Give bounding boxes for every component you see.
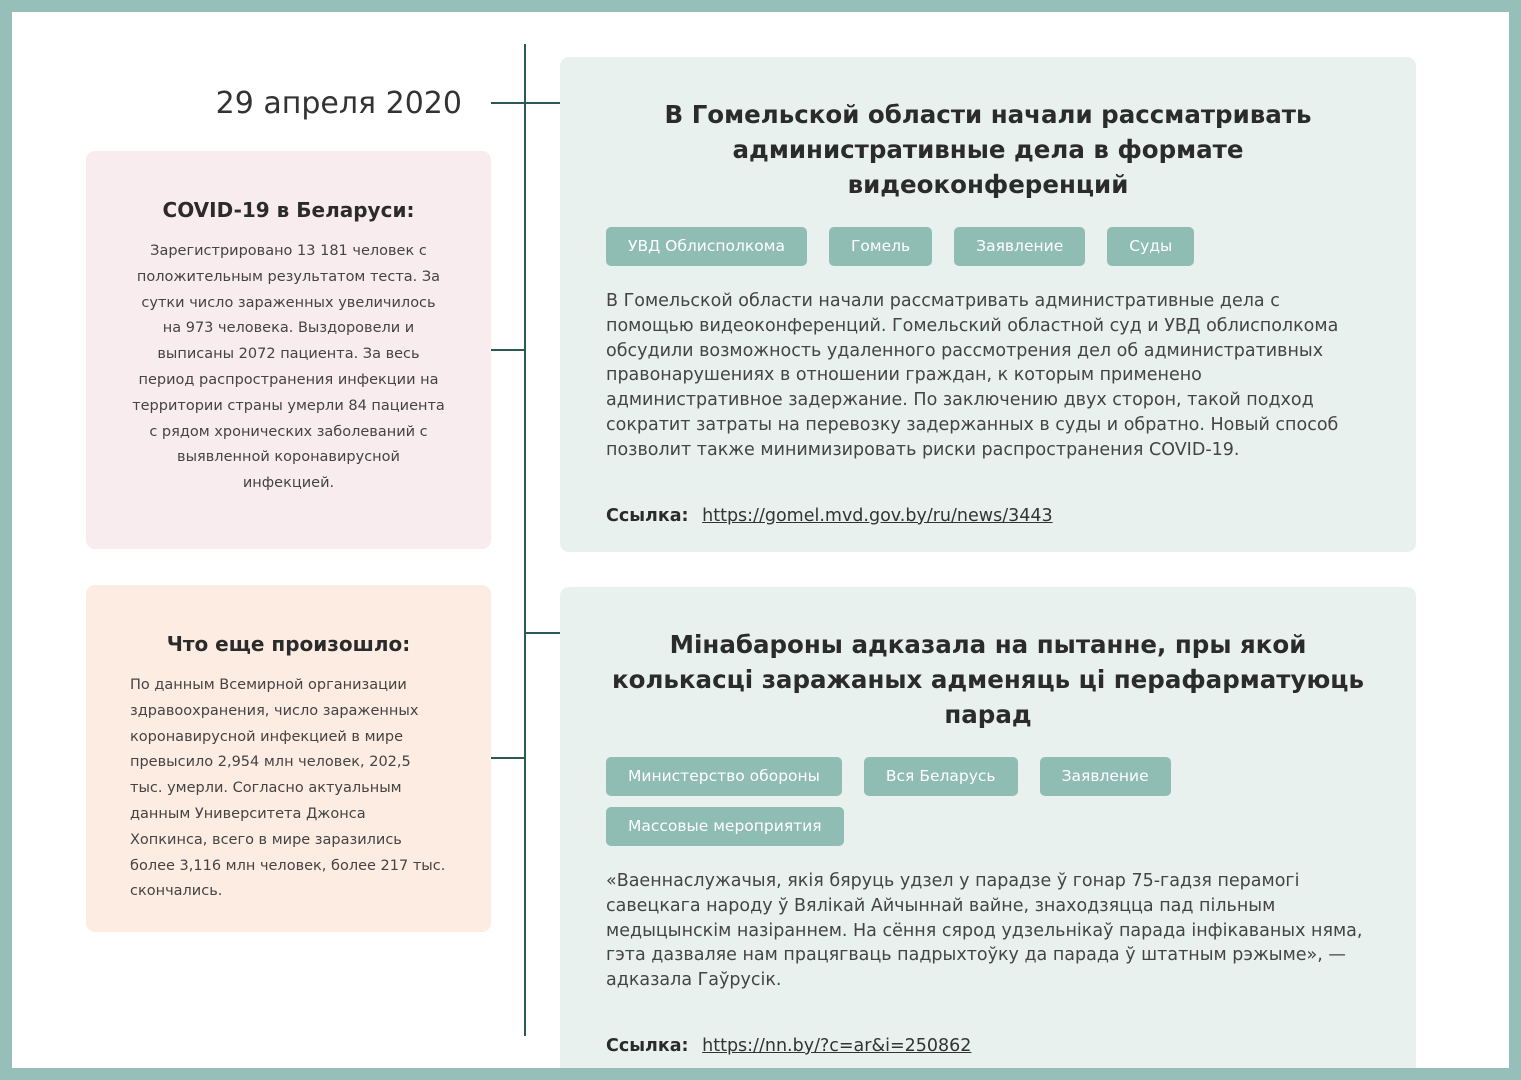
link-label: Ссылка: bbox=[606, 1035, 689, 1056]
timeline-tick-covid bbox=[491, 349, 525, 351]
timeline-tick-news-2 bbox=[525, 632, 560, 634]
other-card-title: Что еще произошло: bbox=[166, 632, 411, 656]
timeline-frame bbox=[12, 12, 1509, 1068]
news-body: В Гомельской области начали рассматривать административные дела с помощью видеоконференций. Гомельский областной суд и УВД облисполкома обсудили возможность удаленного рассмотрения дел об административных правонарушениях в отношении граждан, к которым применено административное задержание. По заключению двух сторон, такой подход сократит затраты на перевозку задержанных в суды и обратно. Новый способ позволит также минимизировать риски распространения COVID-19. bbox=[606, 291, 1339, 460]
news-source-link[interactable]: https://nn.by/?c=ar&i=250862 bbox=[702, 1035, 972, 1056]
news-tags bbox=[606, 227, 1370, 266]
timeline-line bbox=[524, 44, 526, 1036]
news-title: В Гомельской области начали рассматривать административные дела в формате видеоконференций bbox=[664, 100, 1312, 199]
news-link-row bbox=[606, 1033, 1370, 1059]
news-card bbox=[560, 587, 1416, 1068]
timeline-tick-other bbox=[491, 757, 525, 759]
covid-card-title: COVID-19 в Беларуси: bbox=[162, 198, 415, 222]
news-tag[interactable]: Гомель bbox=[829, 227, 932, 266]
news-tag[interactable]: Министерство обороны bbox=[606, 757, 842, 796]
other-card-text: По данным Всемирной организации здравоохранения, число зараженных коронавирусной инфекцией в мире превысило 2,954 млн человек, 202,5 тыс. умерли. Согласно актуальным данным Университета Джонса Хопкинса, всего в мире заразились более 3,116 млн человек, более 217 тыс. скончались. bbox=[130, 677, 446, 900]
other-events-card bbox=[86, 585, 491, 932]
covid-stats-card bbox=[86, 151, 491, 549]
news-tags bbox=[606, 757, 1370, 846]
news-source-link[interactable]: https://gomel.mvd.gov.by/ru/news/3443 bbox=[702, 505, 1053, 526]
news-title: Мінабароны адказала на пытанне, пры якой колькасці заражаных адменяць ці перафарматуюць парад bbox=[612, 630, 1364, 729]
covid-card-text: Зарегистрировано 13 181 человек с положительным результатом теста. За сутки число зараженных увеличилось на 973 человека. Выздоровели и выписаны 2072 пациента. За весь период распространения инфекции на территории страны умерли 84 пациента с рядом хронических заболеваний с выявленной коронавирусной инфекцией. bbox=[132, 243, 445, 492]
news-card bbox=[560, 57, 1416, 552]
timeline-date: 29 апреля 2020 bbox=[215, 86, 462, 121]
news-tag[interactable]: УВД Облисполкома bbox=[606, 227, 807, 266]
news-body: «Ваеннаслужачыя, якія бяруць удзел у парадзе ў гонар 75-гадзя перамогі савецкага народу ў Вялікай Айчыннай вайне, знаходзяцца пад пільным медыцынскім назіраннем. На сёння сярод удзельнікаў парада інфікаваных няма, гэта дазваляе нам працягваць падрыхтоўку да парада ў штатным рэжыме», — адказала Гаўрусік. bbox=[606, 871, 1363, 991]
news-tag[interactable]: Массовые мероприятия bbox=[606, 807, 844, 846]
news-link-row bbox=[606, 503, 1370, 529]
news-tag[interactable]: Заявление bbox=[954, 227, 1085, 266]
timeline-tick-date bbox=[491, 102, 560, 104]
news-tag[interactable]: Суды bbox=[1107, 227, 1194, 266]
link-label: Ссылка: bbox=[606, 505, 689, 526]
news-tag[interactable]: Вся Беларусь bbox=[864, 757, 1018, 796]
news-tag[interactable]: Заявление bbox=[1040, 757, 1171, 796]
